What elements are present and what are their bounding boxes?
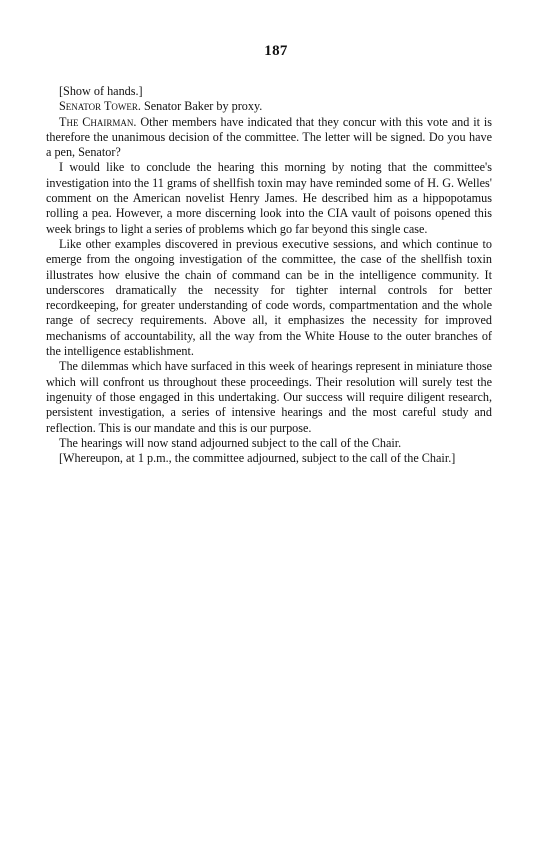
speech-text: Senator Baker by proxy.: [140, 99, 263, 114]
paragraph-chairman: [46, 115, 492, 161]
page-number: 187: [264, 43, 288, 59]
paragraph-show-of-hands: [Show of hands.]: [59, 84, 143, 98]
paragraph-dilemmas: The dilemmas which have surfaced in this week of hearings represent in miniature those which will confront us throughout these proceedings. Their resolution will surely test the ingenuity of those engaged in this undertaking. Our success will require diligent research, persistent investigation, a series of intensive hearings and the most careful study and reflection. This is our mandate and this is our purpose.: [46, 359, 492, 435]
paragraph-whereupon: [Whereupon, at 1 p.m., the committee adjourned, subject to the call of the Chair.]: [59, 451, 456, 466]
paragraph-other-examples: Like other examples discovered in previous executive sessions, and which continue to emerge from the ongoing investigation of the committee, the case of the shellfish toxin illustrates how elusive the chain of command can be in the intelligence community. It underscores dramatically the necessity for tighter internal controls for better recordkeeping, for greater understanding of code words, compartmentation and the whole range of secrecy requirements. Above all, it emphasizes the necessity for improved mechanisms of accountability, all the way from the White House to the outer branches of the intelligence establishment.: [46, 236, 492, 359]
speaker-name: The Chairman.: [59, 114, 137, 129]
paragraph-conclude: I would like to conclude the hearing this morning by noting that the committee's investigation into the 11 grams of shellfish toxin may have reminded some of H. G. Welles' comment on the American novelist Henry James. He described him as a hippopotamus rolling a pea. However, a more discerning look into the CIA vault of poisons opened this week brings to light a series of problems which go far beyond this single case.: [46, 160, 492, 236]
speaker-name: Senator Tower.: [59, 99, 141, 114]
body-text: [46, 84, 492, 466]
paragraph-adjourned: The hearings will now stand adjourned subject to the call of the Chair.: [59, 435, 402, 450]
speech-text: Other members have indicated that they concur with this vote and it is therefore the unanimous decision of the committee. The letter will be signed. Do you have a pen, Senator?: [46, 114, 492, 160]
paragraph-tower: [46, 99, 492, 114]
